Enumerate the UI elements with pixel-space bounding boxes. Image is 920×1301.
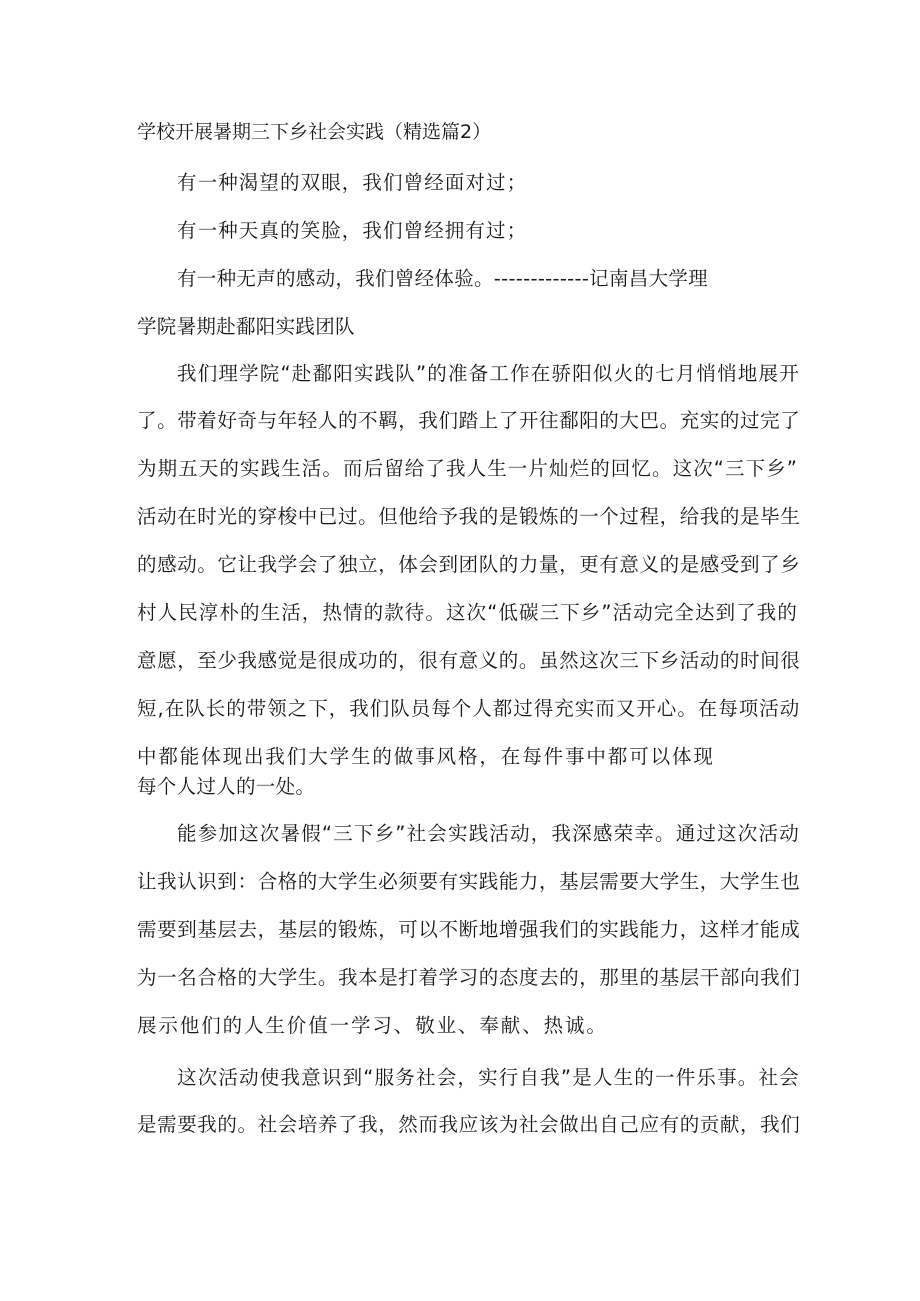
text-line: 为期五天的实践生活。而后留给了我人生一片灿烂的回忆。这次“三下乡” — [137, 457, 799, 480]
document-title: 学校开展暑期三下乡社会实践（精选篇2） — [137, 121, 492, 143]
text-line: 这次活动使我意识到“服务社会，实行自我”是人生的一件乐事。社会 — [177, 1066, 800, 1089]
text-line: 每个人过人的一处。 — [137, 775, 316, 798]
text-line: 能参加这次暑假“三下乡”社会实践活动，我深感荣幸。通过这次活动 — [177, 822, 800, 845]
text-line: 让我认识到：合格的大学生必须要有实践能力，基层需要大学生，大学生也 — [137, 870, 801, 893]
text-line: 学院暑期赴鄱阳实践团队 — [137, 315, 355, 338]
text-line: 短,在队长的带领之下，我们队员每个人都过得充实而又开心。在每项活动 — [137, 697, 801, 720]
text-line: 的感动。它让我学会了独立，体会到团队的力量，更有意义的是感受到了乡 — [137, 553, 801, 576]
text-line: 为一名合格的大学生。我本是打着学习的态度去的，那里的基层干部向我们 — [137, 966, 801, 989]
text-line: 有一种天真的笑脸，我们曾经拥有过； — [177, 219, 528, 242]
text-line: 中都能体现出我们大学生的做事风格，在每件事中都可以体现 — [137, 745, 715, 768]
text-line: 了。带着好奇与年轻人的不羁，我们踏上了开往鄱阳的大巴。充实的过完了 — [137, 409, 801, 432]
text-line: 有一种渴望的双眼，我们曾经面对过； — [177, 171, 528, 194]
text-line: 村人民淳朴的生活，热情的款待。这次“低碳三下乡”活动完全达到了我的 — [137, 601, 799, 624]
text-line: 有一种无声的感动，我们曾经体验。-------------记南昌大学理 — [177, 267, 708, 290]
text-line: 需要到基层去，基层的锻炼，可以不断地增强我们的实践能力，这样才能成 — [137, 918, 801, 941]
text-line: 我们理学院“赴鄱阳实践队”的准备工作在骄阳似火的七月悄悄地展开 — [177, 362, 800, 385]
text-line: 展示他们的人生价值一学习、敬业、奉献、热诚。 — [137, 1014, 608, 1037]
text-line: 是需要我的。社会培养了我，然而我应该为社会做出自己应有的贡献，我们 — [137, 1113, 801, 1136]
text-line: 意愿，至少我感觉是很成功的，很有意义的。虽然这次三下乡活动的时间很 — [137, 649, 801, 672]
text-line: 活动在时光的穿梭中已过。但他给予我的是锻炼的一个过程，给我的是毕生 — [137, 505, 801, 528]
